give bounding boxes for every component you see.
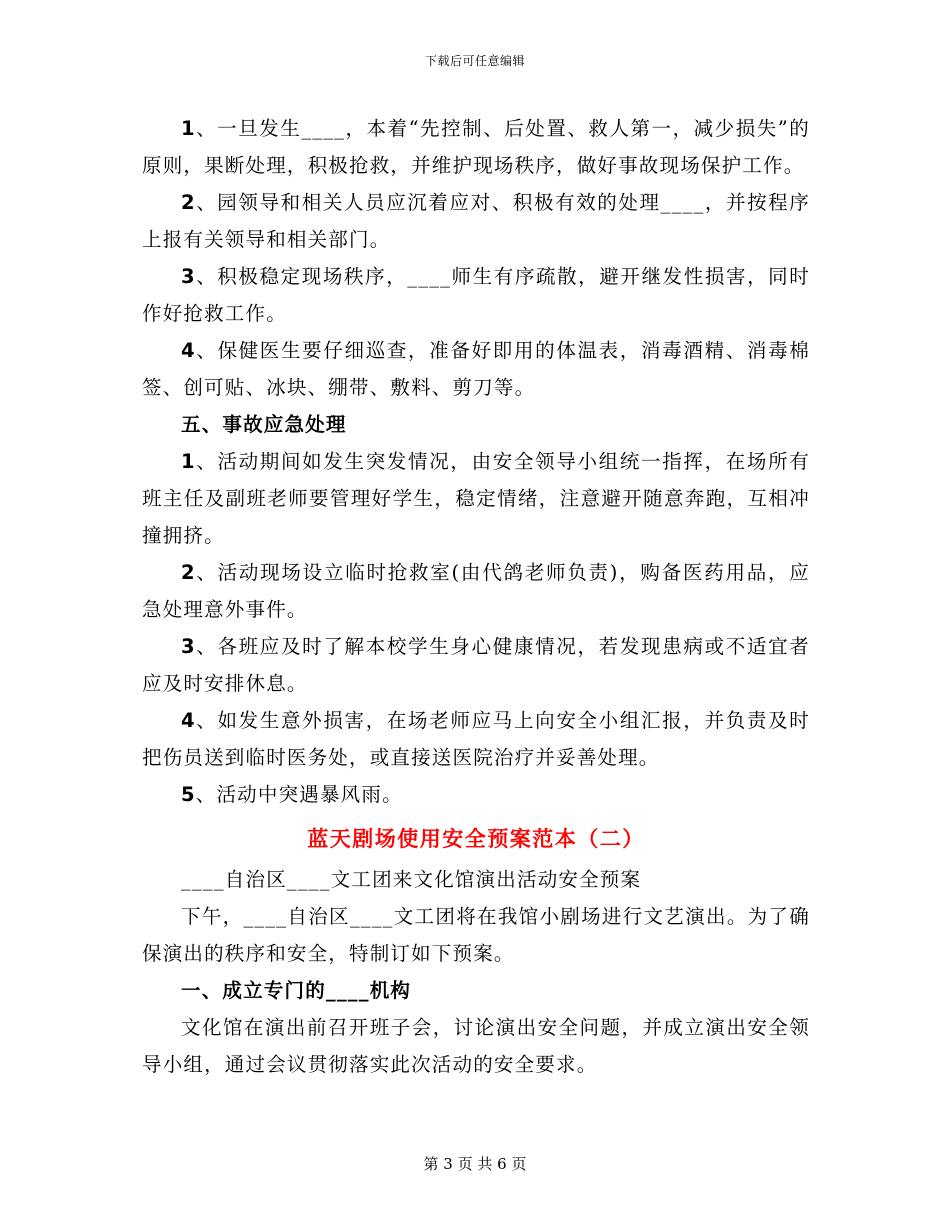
document-body (142, 110, 810, 1083)
item-number: 1 (181, 117, 196, 140)
page-header: 下载后可任意编辑 (424, 54, 525, 68)
item-text: 、园领导和相关人员应沉着应对、积极有效的处理____，并按程序上报有关领导和相关部门。 (142, 191, 810, 251)
item-number: 4 (181, 339, 196, 362)
intro-paragraph: 下午，____自治区____文工团将在我馆小剧场进行文艺演出。为了确保演出的秩序和安全，特制订如下预案。 (142, 905, 810, 965)
list-item (142, 258, 810, 332)
list-item (142, 110, 810, 184)
page-footer: 第 3 页 共 6 页 (423, 1155, 527, 1173)
list-item (142, 554, 810, 628)
item-text: 、活动中突遇暴风雨。 (195, 783, 403, 806)
item-text: 、积极稳定现场秩序，____师生有序疏散，避开继发性损害，同时作好抢救工作。 (142, 265, 810, 325)
body-paragraph: 文化馆在演出前召开班子会，讨论演出安全问题，并成立演出安全领导小组，通过会议贯彻落实此次活动的安全要求。 (142, 1016, 810, 1076)
item-text: 、如发生意外损害，在场老师应马上向安全小组汇报，并负责及时把伤员送到临时医务处，或直接送医院治疗并妥善处理。 (142, 709, 810, 769)
document-title: 蓝天剧场使用安全预案范本（二） (307, 827, 645, 851)
subtitle: ____自治区____文工团来文化馆演出活动安全预案 (181, 868, 642, 891)
item-number: 1 (181, 450, 196, 473)
item-text: 、活动期间如发生突发情况，由安全领导小组统一指挥，在场所有班主任及副班老师要管理好学生，稳定情绪，注意避开随意奔跑，互相冲撞拥挤。 (142, 450, 810, 547)
item-number: 2 (181, 561, 196, 584)
list-item (142, 332, 810, 406)
list-item (142, 628, 810, 702)
item-number: 2 (181, 191, 196, 214)
section-heading: 一、成立专门的____机构 (181, 979, 412, 1002)
item-number: 3 (181, 635, 196, 658)
item-text: 、保健医生要仔细巡查，准备好即用的体温表，消毒酒精、消毒棉签、创可贴、冰块、绷带、敷料、剪刀等。 (142, 339, 810, 399)
list-item (142, 443, 810, 554)
item-number: 3 (181, 265, 196, 288)
item-text: 、各班应及时了解本校学生身心健康情况，若发现患病或不适宜者应及时安排休息。 (142, 635, 810, 695)
item-text: 、活动现场设立临时抢救室(由代鸽老师负责)，购备医药用品，应急处理意外事件。 (142, 561, 810, 621)
item-number: 5 (181, 783, 196, 806)
section-heading: 五、事故应急处理 (181, 413, 347, 436)
item-number: 4 (181, 709, 196, 732)
list-item (142, 184, 810, 258)
item-text: 、一旦发生____，本着“先控制、后处置、救人第一，减少损失”的原则，果断处理，积极抢救，并维护现场秩序，做好事故现场保护工作。 (142, 117, 810, 177)
list-item (142, 776, 810, 813)
list-item (142, 702, 810, 776)
